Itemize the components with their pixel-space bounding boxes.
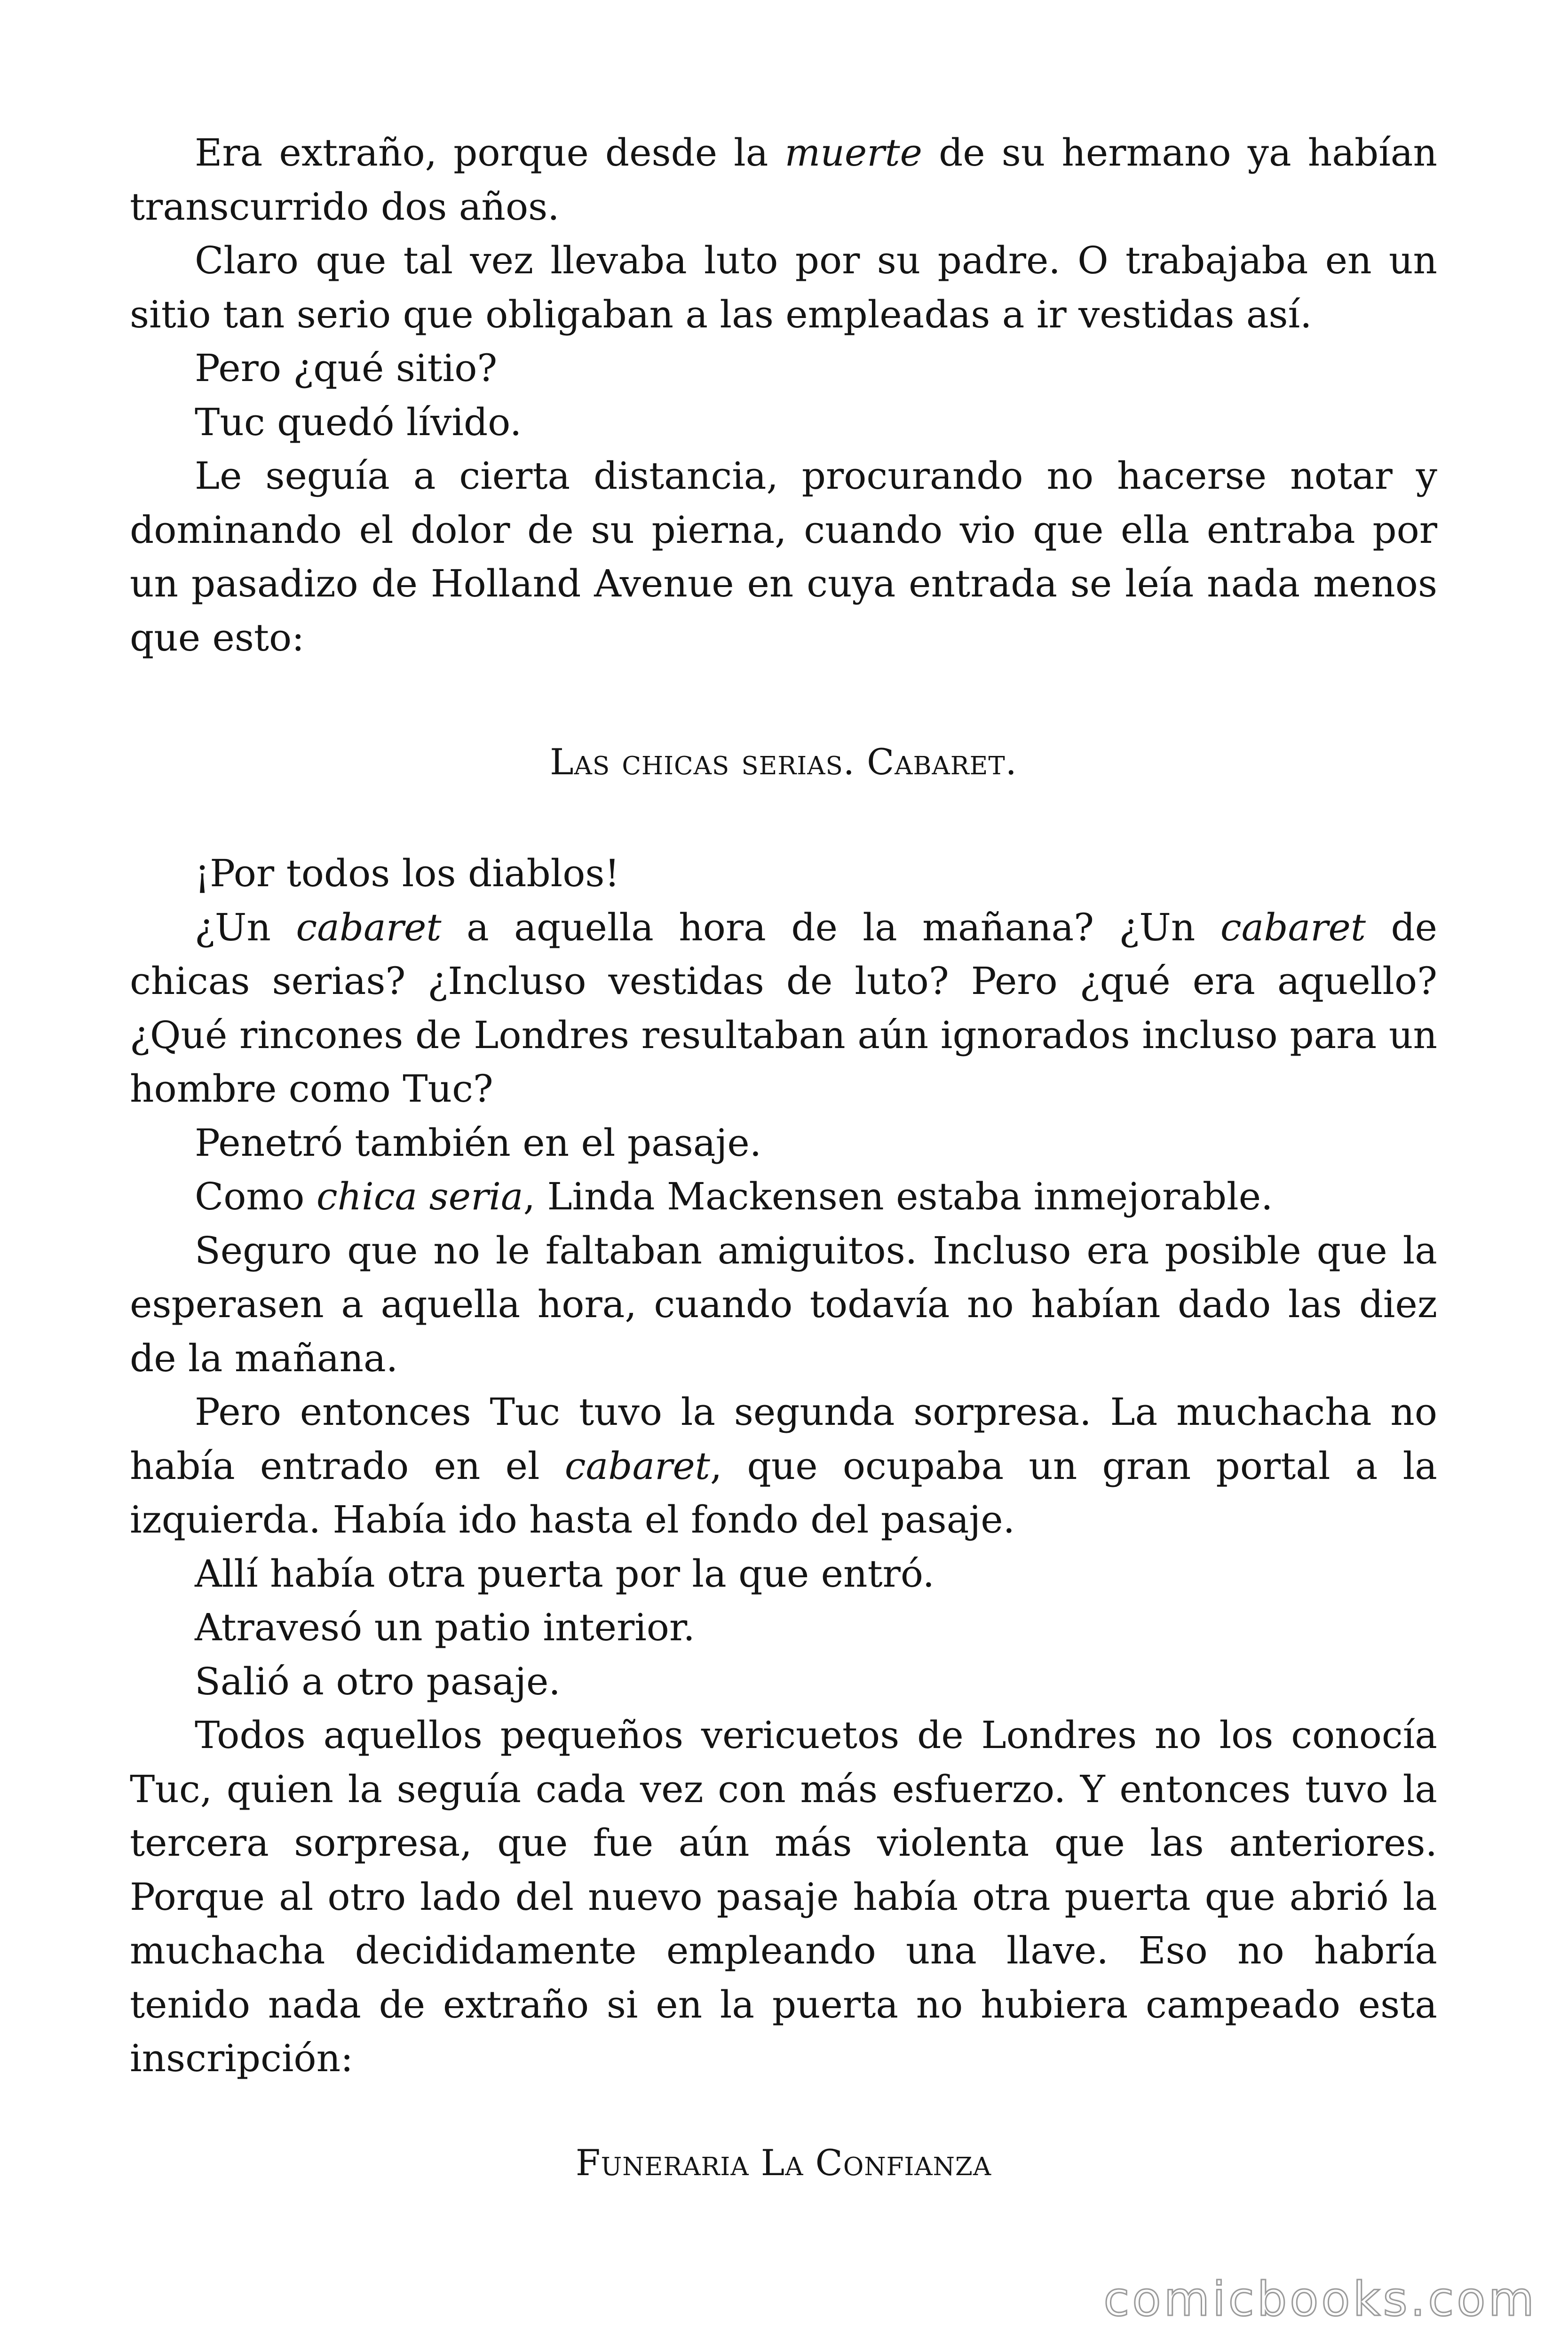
cabaret-sign-heading: Las chicas serias. Cabaret. (550, 741, 1017, 783)
text-run: , Linda Mackensen estaba inmejorable. (523, 1175, 1273, 1218)
text-run: de chicas serias? ¿Incluso vestidas de luto? Pero ¿qué era aquello? ¿Qué rincones de Londres resultaban aún ignorados incluso para un hombre como Tuc? (130, 905, 1438, 1111)
paragraph (130, 126, 1437, 234)
paragraph: Seguro que no le faltaban amiguitos. Incluso era posible que la esperasen a aquella hora, cuando todavía no habían dado las diez de la mañana. (130, 1228, 1437, 1380)
paragraph: Todos aquellos pequeños vericuetos de Londres no los conocía Tuc, quien la seguía cada vez con más esfuerzo. Y entonces tuvo la tercera sorpresa, que fue aún más violenta que las anteriores. Porque al otro lado del nuevo pasaje había otra puerta que abrió la muchacha decididamente empleando una llave. Eso no habría tenido nada de extraño si en la puerta no hubiera campeado esta inscripción: (130, 1713, 1437, 2080)
text-run: ¿Un (195, 905, 296, 949)
paragraph: Penetró también en el pasaje. (195, 1120, 762, 1165)
paragraph: Claro que tal vez llevaba luto por su padre. O trabajaba en un sitio tan serio que obligaban a las empleadas a ir vestidas así. (130, 238, 1437, 336)
italic-run: muerte (784, 131, 922, 175)
italic-run: cabaret (564, 1444, 710, 1488)
paragraph: Salió a otro pasaje. (195, 1659, 561, 1703)
paragraph: Atravesó un patio interior. (195, 1605, 695, 1649)
italic-run: cabaret (296, 905, 442, 949)
body-text-top (130, 126, 1437, 665)
paragraph (130, 901, 1437, 1116)
paragraph (130, 1385, 1437, 1547)
text-run: a aquella hora de la mañana? ¿Un (441, 905, 1220, 949)
funeral-home-sign-heading: Funeraria La Confianza (575, 2142, 992, 2184)
paragraph: Le seguía a cierta distancia, procurando no hacerse notar y dominando el dolor de su pierna, cuando vio que ella entraba por un pasadizo de Holland Avenue en cuya entrada se leía nada menos que esto: (130, 454, 1437, 660)
body-text-bottom (130, 847, 1437, 2086)
paragraph: ¡Por todos los diablos! (195, 851, 620, 895)
paragraph (130, 1170, 1437, 1224)
paragraph: Allí había otra puerta por la que entró. (195, 1551, 935, 1596)
watermark: comicbooks.com (1103, 2272, 1537, 2327)
italic-run: chica seria (316, 1175, 523, 1218)
text-run: , que ocupaba un gran portal a la izquierda. Había ido hasta el fondo del pasaje. (130, 1444, 1437, 1542)
text-run: Era extraño, porque desde la (195, 131, 785, 175)
text-run: de su hermano ya habían transcurrido dos años. (130, 131, 1437, 229)
italic-run: cabaret (1220, 905, 1366, 949)
text-run: Pero entonces Tuc tuvo la segunda sorpresa. La muchacha no había entrado en el (130, 1390, 1437, 1488)
paragraph: Tuc quedó lívido. (195, 400, 522, 444)
paragraph: Pero ¿qué sitio? (195, 346, 498, 390)
text-run: Como (195, 1175, 317, 1218)
